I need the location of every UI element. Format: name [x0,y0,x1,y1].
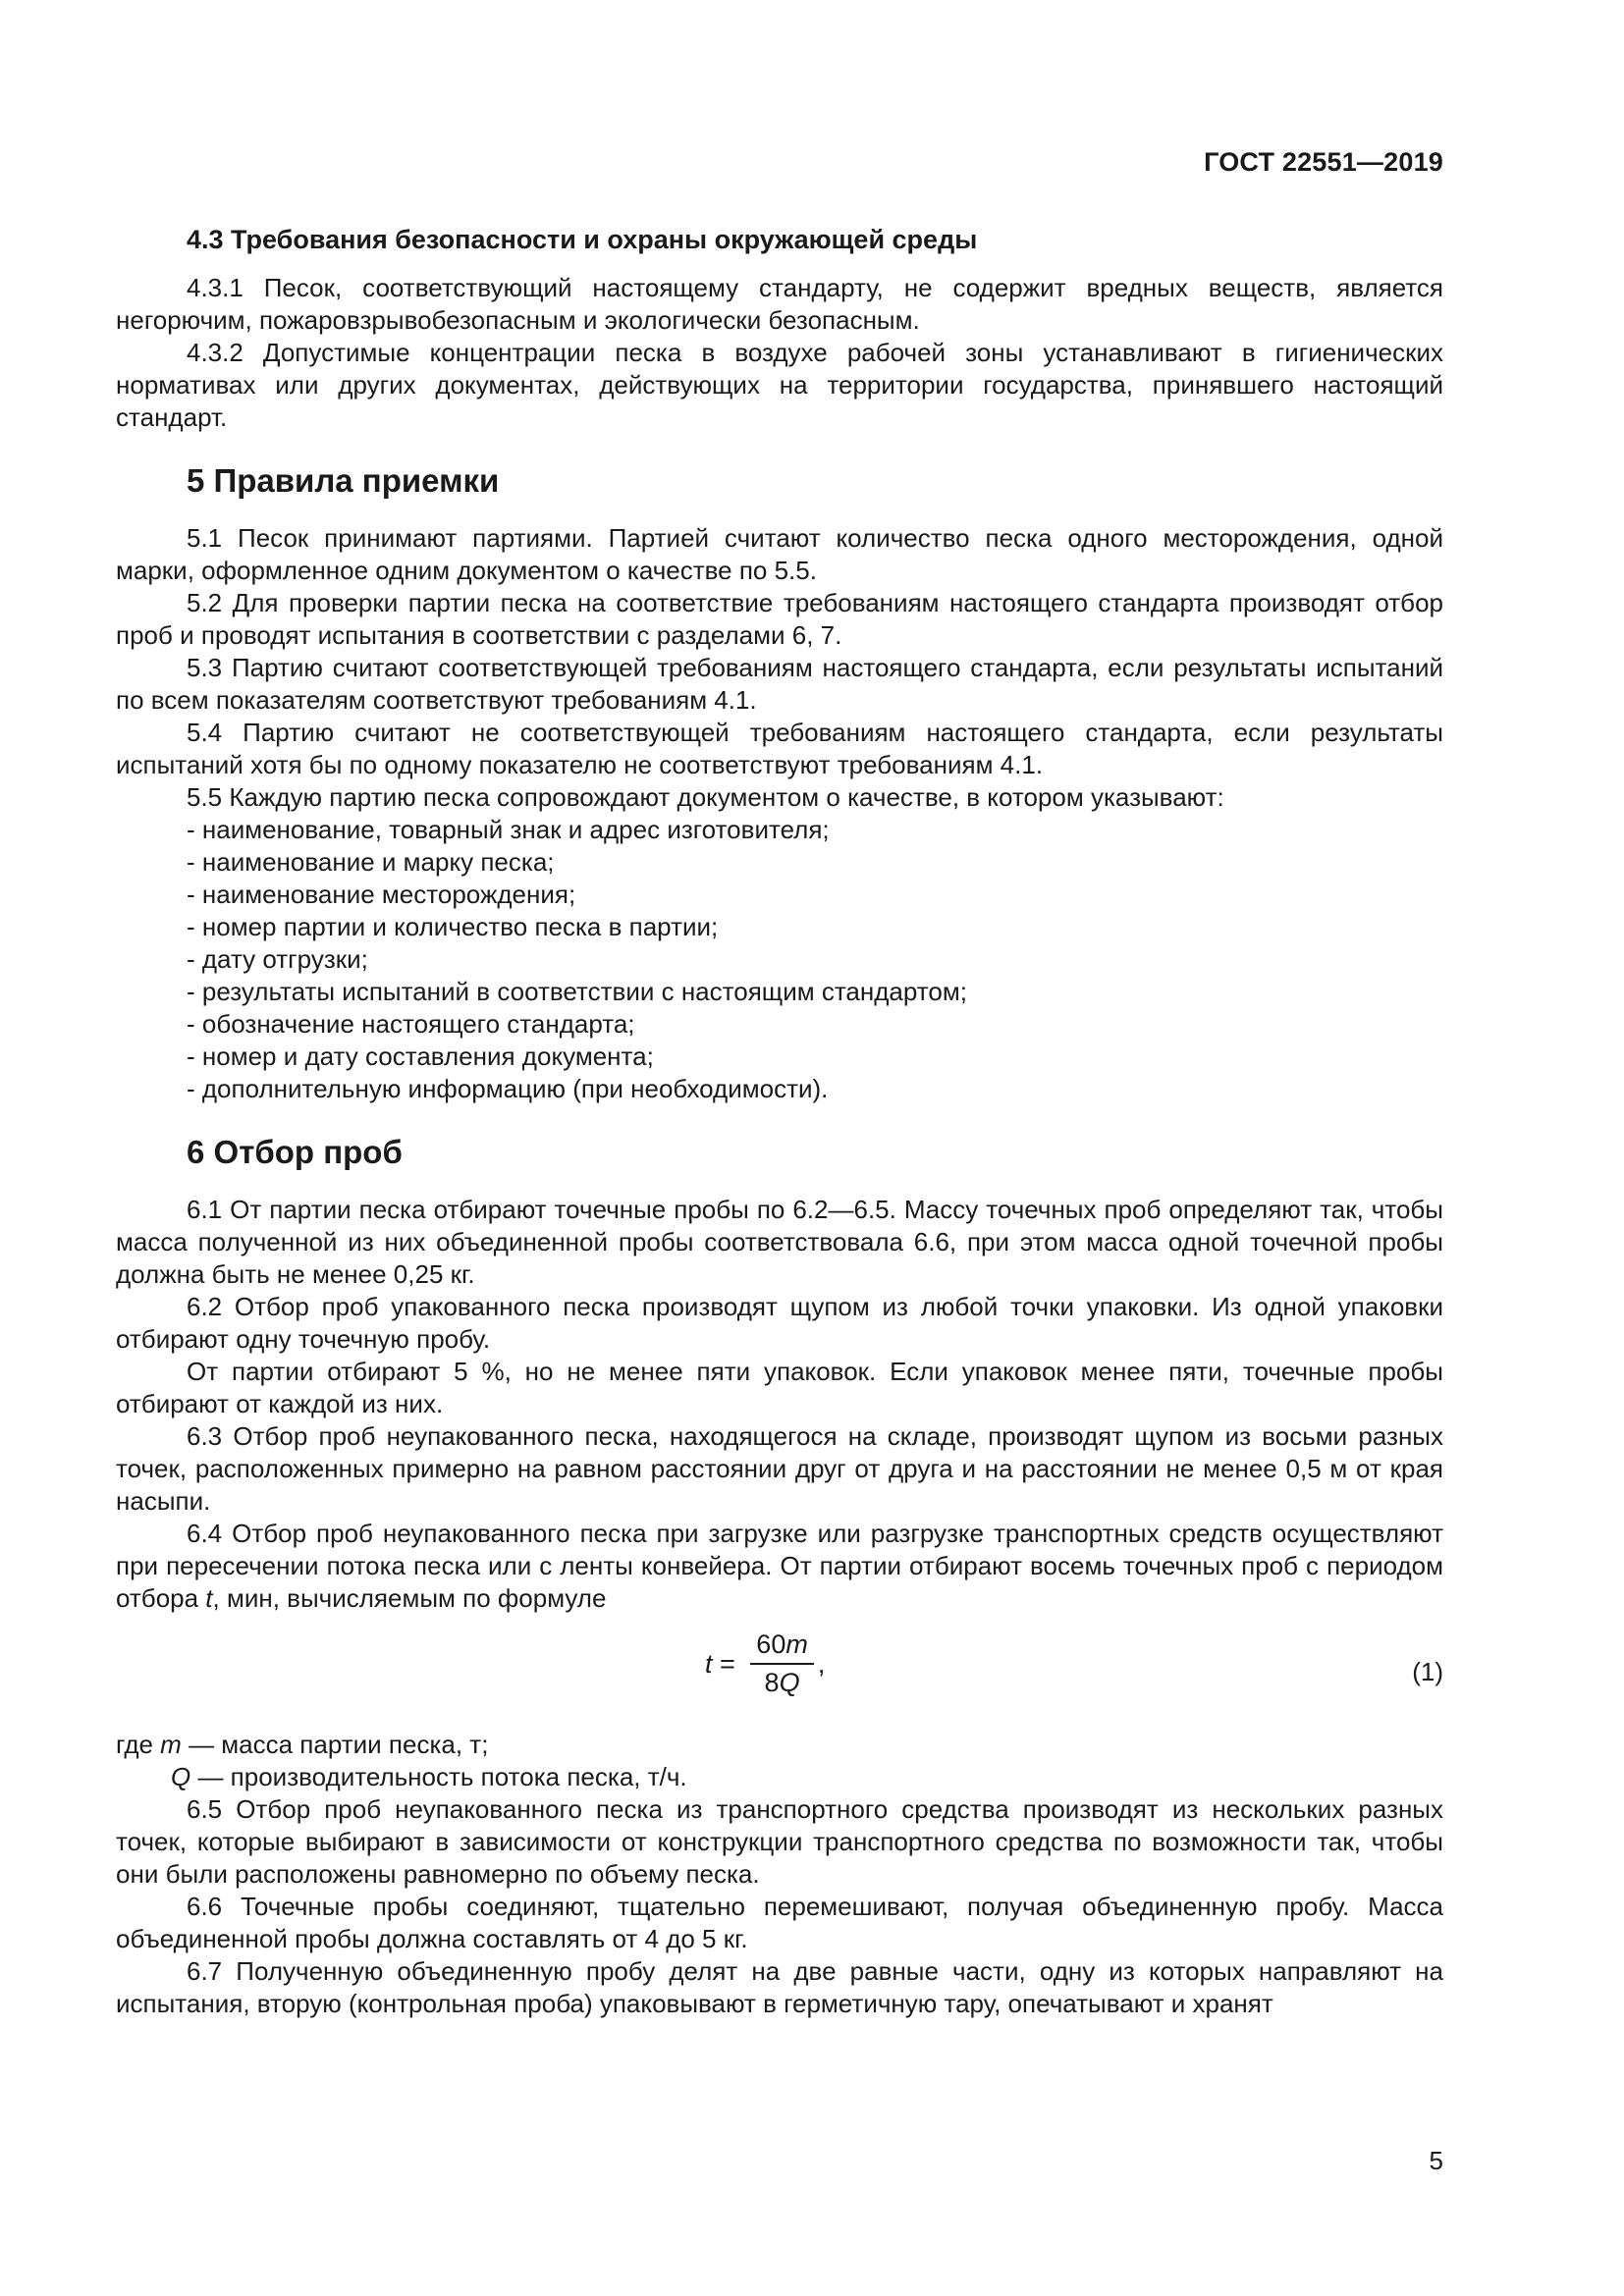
paragraph-6-7: 6.7 Полученную объединенную пробу делят на две равные части, одну из которых направляют на испытания, вторую (контрольная проба) упаковывают в герметичную тару, опечатывают и хранят [116,1956,1443,2018]
paragraph-5-5: 5.5 Каждую партию песка сопровождают документом о качестве, в котором указывают: [187,782,1224,812]
paragraph-6-4-text-b: , мин, вычисляемым по формуле [212,1583,607,1613]
list-item: - наименование, товарный знак и адрес изготовителя; [187,815,830,844]
section-title-5: 5 Правила приемки [187,462,500,499]
denominator-coefficient: 8 [764,1668,780,1697]
list-item: - обозначение настоящего стандарта; [187,1009,635,1039]
list-item: - дополнительную информацию (при необходимости). [187,1074,829,1103]
where-m-text: — масса партии песка, т; [181,1730,489,1759]
formula-number: (1) [1412,1657,1443,1686]
where-q [116,1761,1443,1793]
where-prefix: где [116,1730,161,1759]
document-code: ГОСТ 22551—2019 [1204,147,1443,177]
document-body [116,224,1443,2020]
where-q-variable: Q [171,1762,191,1791]
formula-lhs: t [705,1648,713,1679]
list-item: - номер и дату составления документа; [187,1041,654,1071]
list-item: - результаты испытаний в соответствии с настоящим стандартом; [187,977,967,1006]
page-number: 5 [1429,2146,1443,2175]
where-q-text: — производительность потока песка, т/ч. [190,1762,687,1791]
variable-t: t [205,1583,213,1613]
paragraph-4-3-2: 4.3.2 Допустимые концентрации песка в воздухе рабочей зоны устанавливают в гигиенических нормативах или других документах, действующих на территории государства, принявшего настоящий стандарт. [116,338,1443,432]
quality-document-list [116,814,1443,1105]
numerator-variable: m [785,1629,808,1659]
paragraph-6-3: 6.3 Отбор проб неупакованного песка, находящегося на складе, производят щупом из восьми разных точек, расположенных примерно на равном расстоянии друг от друга и на расстоянии не менее 0,5 м от края насыпи. [116,1421,1443,1516]
subsection-heading-4-3: 4.3 Требования безопасности и охраны окружающей среды [187,225,978,254]
where-m [116,1729,1443,1761]
formula-fraction [750,1629,814,1699]
denominator-variable: Q [779,1668,800,1697]
formula-expression [705,1629,825,1699]
paragraph-5-4: 5.4 Партию считают не соответствующей требованиям настоящего стандарта, если результаты испытаний хотя бы по одному показателю не соответствуют требованиям 4.1. [116,718,1443,779]
formula-1 [116,1623,1443,1721]
paragraph-6-5: 6.5 Отбор проб неупакованного песка из транспортного средства производят из нескольких разных точек, которые выбирают в зависимости от конструкции транспортного средства по возможности так, чтобы они были расположены равномерно по объему песка. [116,1794,1443,1889]
paragraph-5-2: 5.2 Для проверки партии песка на соответствие требованиям настоящего стандарта производят отбор проб и проводят испытания в соответствии с разделами 6, 7. [116,588,1443,650]
formula-denominator [759,1665,806,1699]
paragraph-5-1: 5.1 Песок принимают партиями. Партией считают количество песка одного месторождения, одной марки, оформленное одним документом о качестве по 5.5. [116,523,1443,585]
list-item: - наименование месторождения; [187,880,576,909]
list-item: - номер партии и количество песка в партии; [187,912,719,941]
section-title-6: 6 Отбор проб [187,1134,403,1170]
where-m-variable: m [160,1730,182,1759]
paragraph-6-2-continued: От партии отбирают 5 %, но не менее пяти упаковок. Если упаковок менее пяти, точечные пробы отбирают от каждой из них. [116,1357,1443,1418]
list-item: - дату отгрузки; [187,944,368,974]
paragraph-6-4 [116,1518,1443,1615]
paragraph-6-2: 6.2 Отбор проб упакованного песка производят щупом из любой точки упаковки. Из одной упаковки отбирают одну точечную пробу. [116,1292,1443,1354]
paragraph-6-1: 6.1 От партии песка отбирают точечные пробы по 6.2—6.5. Массу точечных проб определяют так, чтобы масса полученной из них объединенной пробы соответствовала 6.6, при этом масса одной точечной пробы должна быть не менее 0,25 кг. [116,1195,1443,1289]
paragraph-4-3-1: 4.3.1 Песок, соответствующий настоящему стандарту, не содержит вредных веществ, является негорючим, пожаровзрывобезопасным и экологически безопасным. [116,273,1443,335]
formula-equals: = [712,1648,743,1679]
paragraph-6-4-text-a: 6.4 Отбор проб неупакованного песка при загрузке или разгрузке транспортных средств осуществляют при пересечении потока песка или с ленты конвейера. От партии отбирают восемь точечных проб с периодом отбора [116,1519,1443,1613]
paragraph-5-3: 5.3 Партию считают соответствующей требованиям настоящего стандарта, если результаты испытаний по всем показателям соответствуют требованиям 4.1. [116,653,1443,715]
numerator-coefficient: 60 [756,1629,786,1659]
formula-numerator [750,1629,814,1665]
formula-tail: , [817,1648,826,1679]
list-item: - наименование и марку песка; [187,847,555,877]
paragraph-6-6: 6.6 Точечные пробы соединяют, тщательно перемешивают, получая объединенную пробу. Масса объединенной пробы должна составлять от 4 до 5 кг. [116,1892,1443,1953]
